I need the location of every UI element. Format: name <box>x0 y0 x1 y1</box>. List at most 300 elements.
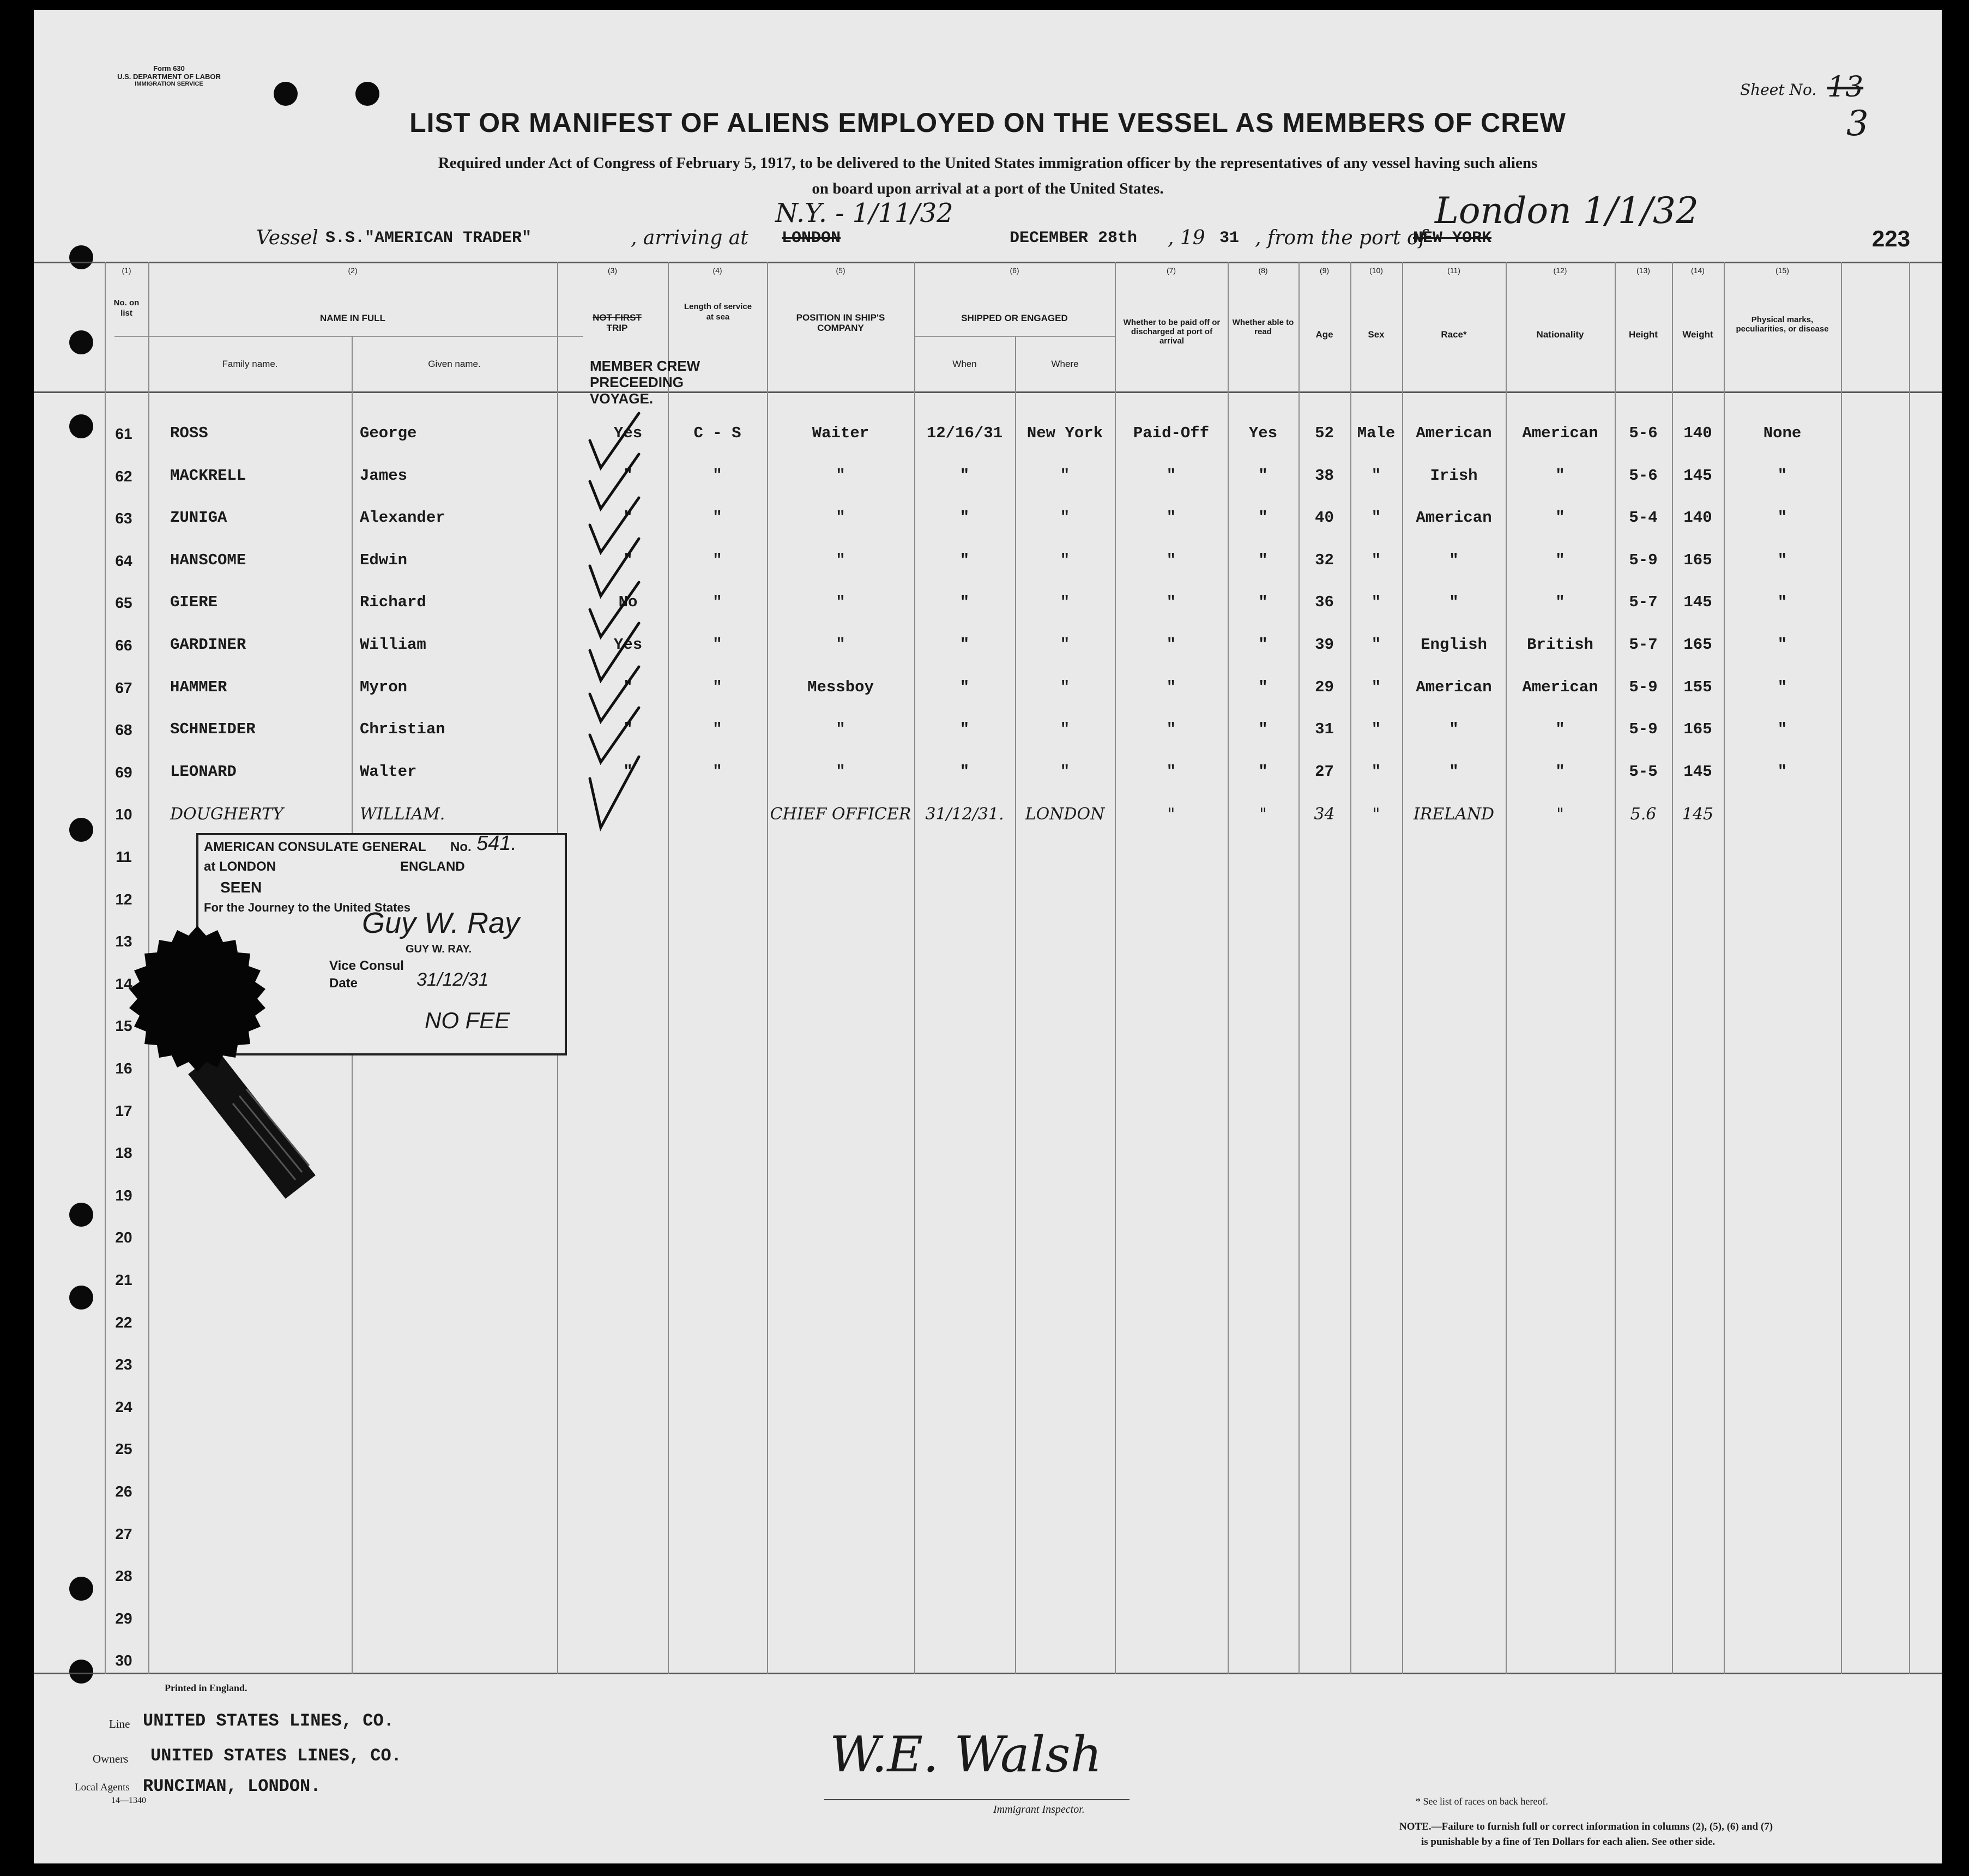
cell-weight: 140 <box>1683 424 1712 442</box>
cell-where: LONDON <box>1025 805 1105 824</box>
cell-where: " <box>1060 593 1070 612</box>
cell-height: 5-6 <box>1629 466 1658 485</box>
header-sex: Sex <box>1368 329 1385 340</box>
cell-marks: " <box>1777 720 1787 739</box>
cell-weight: 165 <box>1683 636 1712 654</box>
cell-where: " <box>1060 636 1070 654</box>
year-prefix: , 19 <box>1168 227 1205 249</box>
cell-read: " <box>1258 466 1268 485</box>
cell-when: 12/16/31 <box>926 424 1003 442</box>
cell-age: 40 <box>1315 509 1334 527</box>
cell-marks: " <box>1777 466 1787 485</box>
cell-race: American <box>1416 424 1492 442</box>
column-rule <box>1909 262 1910 1674</box>
header-nationality: Nationality <box>1536 329 1584 340</box>
row-number: 64 <box>115 552 132 569</box>
column-number: (2) <box>348 266 358 275</box>
agents-code: 14—1340 <box>111 1796 146 1805</box>
cell-service: " <box>712 636 722 654</box>
punch-hole <box>69 330 93 354</box>
cell-given: WILLIAM. <box>360 805 445 824</box>
cell-where: " <box>1060 720 1070 739</box>
column-number: (8) <box>1258 266 1268 275</box>
row-number: 69 <box>115 763 132 781</box>
header-able-to-read: Whether able to read <box>1232 318 1294 336</box>
cell-given: Christian <box>360 720 445 739</box>
stamp-date-value: 31/12/31 <box>416 969 489 990</box>
cell-sex: " <box>1371 466 1381 485</box>
cell-service: " <box>712 551 722 569</box>
stamp-england: ENGLAND <box>400 859 465 874</box>
header-position: POSITION IN SHIP'S COMPANY <box>796 312 885 333</box>
row-number: 30 <box>115 1652 132 1669</box>
cell-position: " <box>836 466 845 485</box>
cell-marks: " <box>1777 762 1787 781</box>
department: U.S. DEPARTMENT OF LABOR <box>117 73 221 81</box>
cell-when: " <box>959 593 970 612</box>
row-number: 13 <box>115 933 132 950</box>
cell-family: HAMMER <box>170 678 227 696</box>
cell-sex: " <box>1372 805 1380 824</box>
stamp-date-label: Date <box>329 976 358 991</box>
column-number: (14) <box>1691 266 1705 275</box>
subtitle-line2: on board upon arrival at a port of the United States. <box>812 180 1164 197</box>
cell-paid: " <box>1166 509 1176 527</box>
subheader-rule <box>114 336 583 337</box>
cell-sex: " <box>1371 636 1381 654</box>
column-number: (15) <box>1775 266 1789 275</box>
cell-race: IRELAND <box>1413 805 1495 824</box>
row-number: 62 <box>115 467 132 485</box>
row-number: 14 <box>115 975 132 992</box>
cell-height: 5.6 <box>1630 805 1657 824</box>
cell-position: " <box>836 509 845 527</box>
row-number: 66 <box>115 637 132 654</box>
column-number: (7) <box>1166 266 1176 275</box>
cell-nationality: " <box>1555 466 1565 485</box>
cell-given: George <box>360 424 417 442</box>
inspector-label: Immigrant Inspector. <box>993 1803 1085 1815</box>
cell-race: English <box>1421 636 1487 654</box>
cell-read: " <box>1258 593 1268 612</box>
cell-nationality: American <box>1522 678 1598 696</box>
row-number: 68 <box>115 721 132 739</box>
cell-service: " <box>712 762 722 781</box>
cell-paid: " <box>1166 720 1176 739</box>
cell-when: " <box>959 551 970 569</box>
column-rule <box>1015 336 1016 1674</box>
row-number: 12 <box>115 890 132 908</box>
row-number: 28 <box>115 1567 132 1585</box>
cell-sex: " <box>1371 678 1381 696</box>
service: IMMIGRATION SERVICE <box>135 81 203 87</box>
header-age: Age <box>1315 329 1333 340</box>
cell-weight: 145 <box>1683 466 1712 485</box>
header-height: Height <box>1629 329 1658 340</box>
cell-service: " <box>712 593 722 612</box>
punch-hole <box>69 818 93 842</box>
cell-service: " <box>712 509 722 527</box>
header-given-name: Given name. <box>428 359 481 369</box>
cell-when: " <box>959 636 970 654</box>
cell-age: 34 <box>1314 805 1335 824</box>
header-rule <box>34 391 1942 393</box>
cell-marks: None <box>1763 424 1802 442</box>
cell-service: C - S <box>693 424 741 442</box>
cell-nationality: " <box>1556 805 1564 824</box>
header-weight: Weight <box>1682 329 1713 340</box>
subheader-rule <box>914 336 1115 337</box>
cell-family: ZUNIGA <box>170 509 227 527</box>
cell-prev: Yes <box>613 424 643 442</box>
cell-age: 32 <box>1315 551 1334 569</box>
cell-when: " <box>959 720 970 739</box>
cell-race: " <box>1449 762 1459 781</box>
cell-where: " <box>1060 551 1070 569</box>
cell-sex: " <box>1371 720 1381 739</box>
cell-height: 5-7 <box>1629 636 1658 654</box>
check-marks <box>557 408 677 833</box>
cell-paid: " <box>1166 466 1176 485</box>
cell-nationality: " <box>1555 762 1565 781</box>
check-mark <box>590 757 639 828</box>
cell-read: Yes <box>1248 424 1278 442</box>
cell-read: " <box>1259 805 1267 824</box>
cell-family: HANSCOME <box>170 551 246 569</box>
sheet-number: 3 <box>1846 104 1869 144</box>
cell-height: 5-9 <box>1629 551 1658 569</box>
table-top-rule <box>34 262 1942 263</box>
row-number: 67 <box>115 679 132 696</box>
cell-family: DOUGHERTY <box>170 805 283 824</box>
check-mark <box>590 667 639 721</box>
cell-weight: 155 <box>1683 678 1712 696</box>
cell-prev: " <box>623 509 633 527</box>
cell-when: " <box>959 762 970 781</box>
cell-when: " <box>959 466 970 485</box>
cell-position: Waiter <box>812 424 869 442</box>
stamp-at-london: at LONDON <box>204 859 276 874</box>
header-name-in-full: NAME IN FULL <box>320 313 385 323</box>
row-number: 61 <box>115 425 132 442</box>
row-number: 19 <box>115 1186 132 1204</box>
column-number: (10) <box>1369 266 1383 275</box>
cell-position: " <box>836 762 845 781</box>
column-number: (11) <box>1447 266 1460 275</box>
cell-given: Edwin <box>360 551 408 569</box>
cell-position: " <box>836 720 845 739</box>
column-number: (13) <box>1636 266 1650 275</box>
check-mark <box>590 582 639 637</box>
header-length-of-service: Length of service at sea <box>684 302 752 322</box>
cell-age: 52 <box>1315 424 1334 442</box>
cell-read: " <box>1258 509 1268 527</box>
cell-position: Messboy <box>807 678 874 696</box>
punch-hole <box>355 82 379 106</box>
manifest-sheet <box>34 10 1942 1863</box>
row-number: 22 <box>115 1313 132 1331</box>
stamp-vice-consul: Vice Consul <box>329 958 404 973</box>
cell-marks: " <box>1777 509 1787 527</box>
row-number: 10 <box>115 806 132 823</box>
cell-read: " <box>1258 762 1268 781</box>
owners-label: Owners <box>93 1752 129 1765</box>
cell-family: LEONARD <box>170 762 237 781</box>
cell-given: James <box>360 466 408 485</box>
inspector-rule <box>824 1799 1130 1800</box>
check-mark <box>590 623 639 680</box>
cell-family: GARDINER <box>170 636 246 654</box>
cell-where: " <box>1060 678 1070 696</box>
cell-read: " <box>1258 678 1268 696</box>
cell-weight: 145 <box>1682 805 1714 824</box>
cell-nationality: " <box>1555 593 1565 612</box>
cell-family: ROSS <box>170 424 208 442</box>
row-number: 63 <box>115 510 132 527</box>
vessel-name: S.S."AMERICAN TRADER" <box>325 229 532 248</box>
cell-where: " <box>1060 466 1070 485</box>
cell-service: " <box>712 720 722 739</box>
header-family-name: Family name. <box>222 359 278 369</box>
cell-where: New York <box>1026 424 1103 442</box>
cell-nationality: American <box>1522 424 1598 442</box>
cell-paid: " <box>1166 678 1176 696</box>
punch-hole <box>69 1660 93 1684</box>
cell-race: " <box>1449 551 1459 569</box>
cell-marks: " <box>1777 551 1787 569</box>
stamp-journey: For the Journey to the United States <box>204 901 410 914</box>
column-number: (9) <box>1319 266 1330 275</box>
wax-seal <box>96 926 369 1209</box>
cell-service: " <box>712 466 722 485</box>
punch-hole <box>69 1203 93 1227</box>
cell-marks: " <box>1777 593 1787 612</box>
from-handwritten: London 1/1/32 <box>1435 190 1699 232</box>
arriving-struck: LONDON <box>782 229 841 248</box>
cell-race: " <box>1449 720 1459 739</box>
cell-given: William <box>360 636 426 654</box>
line-value: UNITED STATES LINES, CO. <box>143 1711 394 1731</box>
row-number: 18 <box>115 1144 132 1162</box>
row-number: 11 <box>116 848 132 865</box>
manifest-title: LIST OR MANIFEST OF ALIENS EMPLOYED ON THE VESSEL AS MEMBERS OF CREW <box>409 107 1566 138</box>
arriving-label: , arriving at <box>631 227 748 249</box>
note-races: * See list of races on back hereof. <box>1416 1796 1548 1807</box>
cell-prev: " <box>623 678 633 696</box>
seal-disc <box>129 926 265 1072</box>
row-number: 24 <box>115 1398 132 1415</box>
cell-age: 29 <box>1315 678 1334 696</box>
cell-given: Alexander <box>360 509 445 527</box>
line-label: Line <box>109 1717 130 1730</box>
cell-when: " <box>959 678 970 696</box>
punch-hole <box>69 414 93 438</box>
row-number: 25 <box>115 1440 132 1458</box>
seal-ribbon <box>188 1051 316 1199</box>
check-mark <box>590 539 639 596</box>
cell-prev: " <box>623 762 633 781</box>
punch-hole <box>274 82 298 106</box>
column-number: (1) <box>122 266 131 275</box>
cell-where: " <box>1060 762 1070 781</box>
punch-hole <box>69 245 93 269</box>
cell-age: 36 <box>1315 593 1334 612</box>
stamp-line1: AMERICAN CONSULATE GENERAL <box>204 840 426 854</box>
cell-nationality: " <box>1555 551 1565 569</box>
cell-weight: 145 <box>1683 762 1712 781</box>
punch-hole <box>69 1286 93 1310</box>
cell-paid: " <box>1166 762 1176 781</box>
cell-given: Richard <box>360 593 426 612</box>
row-number: 21 <box>115 1271 132 1288</box>
cell-sex: Male <box>1357 424 1396 442</box>
arriving-handwritten: N.Y. - 1/11/32 <box>775 198 953 228</box>
cell-family: SCHNEIDER <box>170 720 256 739</box>
cell-family: MACKRELL <box>170 466 246 485</box>
header-physical-marks: Physical marks, peculiarities, or disease <box>1736 315 1829 334</box>
row-number: 17 <box>115 1102 132 1119</box>
stamp-signature: Guy W. Ray <box>362 907 520 939</box>
from-label: , from the port of <box>1255 227 1426 249</box>
header-col3-struck: NOT FIRST TRIP <box>593 312 642 333</box>
row-number: 29 <box>115 1609 132 1627</box>
cell-weight: 140 <box>1683 509 1712 527</box>
row-number: 23 <box>115 1356 132 1373</box>
header-shipped-or-engaged: SHIPPED OR ENGAGED <box>961 313 1068 323</box>
cell-height: 5-5 <box>1629 762 1658 781</box>
cell-position: CHIEF OFFICER <box>770 805 911 824</box>
cell-where: " <box>1060 509 1070 527</box>
column-rule <box>1841 262 1842 1674</box>
form-number: Form 630 <box>153 64 185 73</box>
arrival-date: DECEMBER 28th <box>1010 229 1138 248</box>
cell-marks: " <box>1777 678 1787 696</box>
header-race: Race* <box>1441 329 1467 340</box>
stamp-no-label: No. <box>450 840 472 854</box>
cell-age: 27 <box>1315 762 1334 781</box>
cell-weight: 165 <box>1683 551 1712 569</box>
check-mark <box>590 413 639 468</box>
cell-age: 39 <box>1315 636 1334 654</box>
page-number: 223 <box>1872 226 1911 251</box>
header-where: Where <box>1051 359 1079 369</box>
column-number: (5) <box>836 266 845 275</box>
agents-value: RUNCIMAN, LONDON. <box>143 1776 321 1796</box>
cell-read: " <box>1258 720 1268 739</box>
cell-weight: 165 <box>1683 720 1712 739</box>
column-number: (6) <box>1010 266 1019 275</box>
cell-age: 38 <box>1315 466 1334 485</box>
cell-race: American <box>1416 678 1492 696</box>
note-line2: is punishable by a fine of Ten Dollars for each alien. See other side. <box>1421 1836 1716 1848</box>
inspector-signature: W.E. Walsh <box>830 1726 1102 1783</box>
cell-prev: No <box>618 593 638 612</box>
header-paid-off: Whether to be paid off or discharged at port of arrival <box>1123 318 1221 346</box>
column-number: (3) <box>607 266 618 275</box>
row-number: 20 <box>115 1229 132 1246</box>
cell-marks: " <box>1777 636 1787 654</box>
cell-race: American <box>1416 509 1492 527</box>
cell-given: Walter <box>360 762 417 781</box>
cell-prev: " <box>623 720 633 739</box>
cell-sex: " <box>1371 551 1381 569</box>
cell-paid: " <box>1167 805 1175 824</box>
row-number: 15 <box>115 1017 132 1035</box>
cell-service: " <box>712 678 722 696</box>
cell-sex: " <box>1371 762 1381 781</box>
cell-prev: Yes <box>613 636 643 654</box>
stamp-signer: GUY W. RAY. <box>406 943 472 955</box>
cell-paid: Paid-Off <box>1133 424 1210 442</box>
cell-race: " <box>1449 593 1459 612</box>
cell-read: " <box>1258 551 1268 569</box>
from-struck: NEW YORK <box>1413 229 1492 248</box>
check-mark <box>590 498 639 552</box>
cell-prev: " <box>623 551 633 569</box>
header-no-on-list: No. on list <box>113 298 140 318</box>
printed-in-england: Printed in England. <box>165 1682 247 1693</box>
cell-sex: " <box>1371 509 1381 527</box>
stamp-seen: SEEN <box>220 879 262 896</box>
cell-height: 5-9 <box>1629 720 1658 739</box>
cell-position: " <box>836 593 845 612</box>
column-number: (12) <box>1553 266 1567 275</box>
cell-read: " <box>1258 636 1268 654</box>
cell-height: 5-7 <box>1629 593 1658 612</box>
cell-paid: " <box>1166 551 1176 569</box>
row-number: 65 <box>115 594 132 612</box>
row-number: 16 <box>115 1060 132 1077</box>
cell-when: 31/12/31. <box>925 805 1004 824</box>
cell-position: " <box>836 551 845 569</box>
row-number: 27 <box>115 1525 132 1542</box>
year-suffix: 31 <box>1219 229 1240 248</box>
sheet-label: Sheet No. <box>1740 81 1817 99</box>
cell-nationality: " <box>1555 720 1565 739</box>
cell-paid: " <box>1166 636 1176 654</box>
cell-paid: " <box>1166 593 1176 612</box>
sheet-number-struck: 13 <box>1827 71 1864 104</box>
cell-height: 5-9 <box>1629 678 1658 696</box>
row-number: 26 <box>115 1483 132 1500</box>
note-line1: NOTE.—Failure to furnish full or correct information in columns (2), (5), (6) and (7) <box>1399 1821 1773 1832</box>
cell-height: 5-4 <box>1629 509 1658 527</box>
table-bottom-rule <box>34 1673 1942 1674</box>
agents-label: Local Agents <box>75 1782 130 1793</box>
header-member-crew: MEMBER CREW PRECEEDING VOYAGE. <box>590 358 700 407</box>
cell-family: GIERE <box>170 593 218 612</box>
header-when: When <box>952 359 977 369</box>
stamp-no-value: 541. <box>476 832 517 855</box>
cell-weight: 145 <box>1683 593 1712 612</box>
cell-sex: " <box>1371 593 1381 612</box>
owners-value: UNITED STATES LINES, CO. <box>150 1746 402 1766</box>
cell-age: 31 <box>1315 720 1334 739</box>
cell-given: Myron <box>360 678 408 696</box>
cell-position: " <box>836 636 845 654</box>
cell-height: 5-6 <box>1629 424 1658 442</box>
cell-nationality: British <box>1527 636 1593 654</box>
punch-hole <box>69 1577 93 1601</box>
vessel-label: Vessel <box>256 227 318 249</box>
form-header <box>98 64 240 87</box>
column-number: (4) <box>712 266 722 275</box>
subtitle-line1: Required under Act of Congress of February 5, 1917, to be delivered to the United States immigration officer by the representatives of any vessel having such aliens <box>438 154 1538 172</box>
cell-prev: " <box>623 466 633 485</box>
cell-nationality: " <box>1555 509 1565 527</box>
stamp-no-fee: NO FEE <box>425 1008 510 1033</box>
cell-race: Irish <box>1430 466 1478 485</box>
